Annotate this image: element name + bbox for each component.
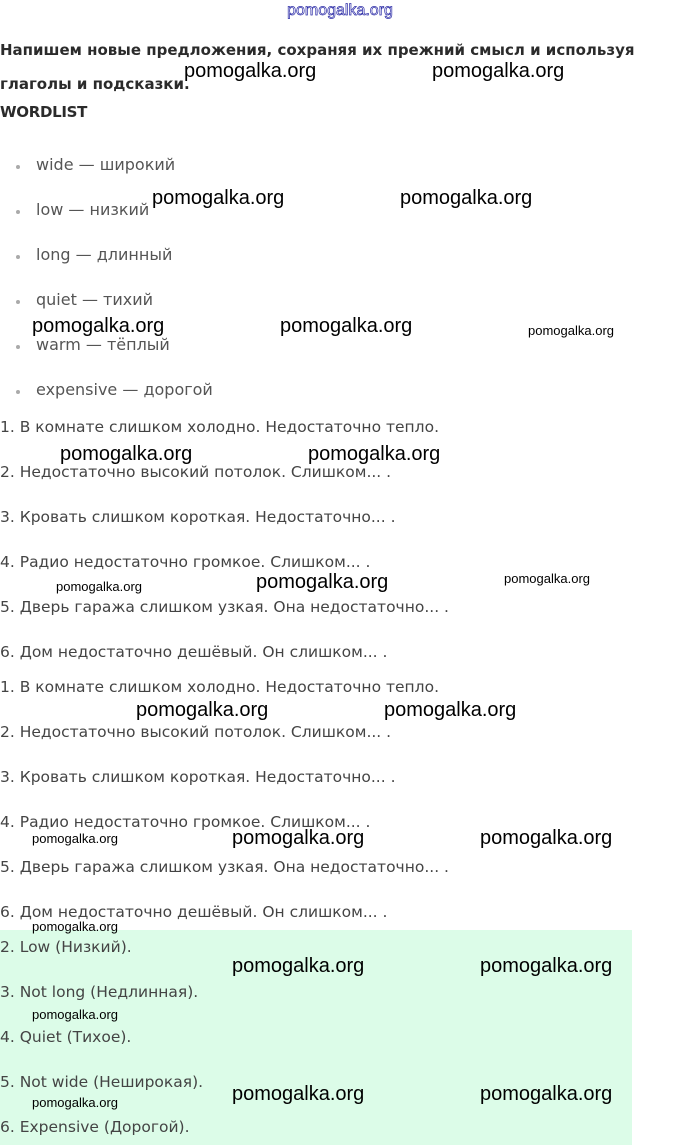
task-line: 5. Дверь гаража слишком узкая. Она недостаточно... .	[0, 598, 449, 616]
watermark: pomogalka.org	[32, 315, 165, 337]
watermark: pomogalka.org	[32, 919, 118, 934]
task-line: 1. В комнате слишком холодно. Недостаточно тепло.	[0, 678, 439, 696]
task-line: 1. В комнате слишком холодно. Недостаточно тепло.	[0, 418, 439, 436]
watermark: pomogalka.org	[480, 955, 613, 977]
watermark: pomogalka.org	[184, 60, 317, 82]
answer-line: 4. Quiet (Тихое).	[0, 1028, 132, 1046]
task-line: 2. Недостаточно высокий потолок. Слишком... .	[0, 723, 392, 741]
watermark: pomogalka.org	[32, 1095, 118, 1110]
site-name-header[interactable]: pomogalka.org	[287, 2, 393, 19]
watermark: pomogalka.org	[56, 579, 142, 594]
watermark: pomogalka.org	[232, 1083, 365, 1105]
task-line: 2. Недостаточно высокий потолок. Слишком... .	[0, 463, 392, 481]
watermark: pomogalka.org	[528, 323, 614, 338]
bullet-icon	[16, 345, 20, 349]
watermark: pomogalka.org	[480, 1083, 613, 1105]
task-line: 5. Дверь гаража слишком узкая. Она недостаточно... .	[0, 858, 449, 876]
watermark: pomogalka.org	[280, 315, 413, 337]
answer-line: 5. Not wide (Неширокая).	[0, 1073, 204, 1091]
task-line: 6. Дом недостаточно дешёвый. Он слишком... .	[0, 903, 388, 921]
task-line: 4. Радио недостаточно громкое. Слишком... .	[0, 553, 371, 571]
bullet-icon	[16, 390, 20, 394]
watermark: pomogalka.org	[136, 699, 269, 721]
watermark: pomogalka.org	[504, 571, 590, 586]
watermark: pomogalka.org	[232, 827, 365, 849]
watermark: pomogalka.org	[60, 443, 193, 465]
answer-line: 3. Not long (Недлинная).	[0, 983, 199, 1001]
wordlist-title: WORDLIST	[0, 103, 88, 121]
watermark: pomogalka.org	[232, 955, 365, 977]
task-line: 6. Дом недостаточно дешёвый. Он слишком... .	[0, 643, 388, 661]
watermark: pomogalka.org	[480, 827, 613, 849]
task-line: 4. Радио недостаточно громкое. Слишком... .	[0, 813, 371, 831]
watermark: pomogalka.org	[432, 60, 565, 82]
answer-line: 2. Low (Низкий).	[0, 938, 132, 956]
watermark: pomogalka.org	[384, 699, 517, 721]
task-line: 3. Кровать слишком короткая. Недостаточно... .	[0, 508, 396, 526]
watermark: pomogalka.org	[308, 443, 441, 465]
exercise-heading: Напишем новые предложения, сохраняя их прежний смысл и используя глаголы и подсказки.	[0, 41, 635, 93]
bullet-icon	[16, 210, 20, 214]
bullet-icon	[16, 255, 20, 259]
bullet-icon	[16, 165, 20, 169]
watermark: pomogalka.org	[32, 1007, 118, 1022]
task-line: 3. Кровать слишком короткая. Недостаточно... .	[0, 768, 396, 786]
bullet-icon	[16, 300, 20, 304]
answer-line: 6. Expensive (Дорогой).	[0, 1118, 190, 1136]
watermark: pomogalka.org	[400, 187, 533, 209]
watermark: pomogalka.org	[256, 571, 389, 593]
watermark: pomogalka.org	[152, 187, 285, 209]
watermark: pomogalka.org	[32, 831, 118, 846]
